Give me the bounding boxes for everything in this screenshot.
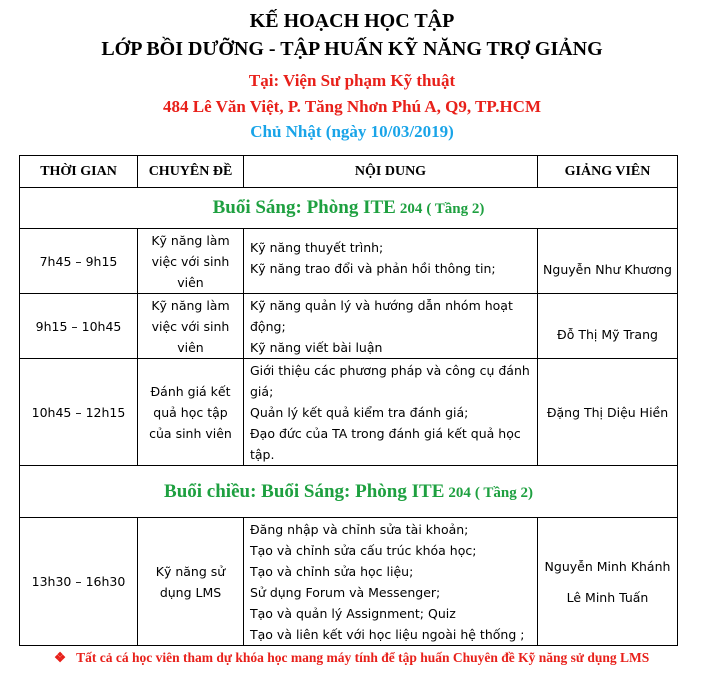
lecturer-cell: Đỗ Thị Mỹ Trang [538,294,678,359]
address-line: 484 Lê Văn Việt, P. Tăng Nhơn Phú A, Q9, TP.HCM [163,97,541,116]
document-title: KẾ HOẠCH HỌC TẬP [249,10,455,32]
time-cell: 13h30 – 16h30 [20,518,138,646]
session-title-afternoon: Buổi chiều: Buổi Sáng: Phòng ITE 204 ( Tầng 2) [20,466,678,518]
session-row-afternoon [20,466,678,518]
schedule-table [19,155,678,646]
topic-cell: Kỹ năng làm việc với sinh viên [138,294,244,359]
column-header-lecturer: GIẢNG VIÊN [538,156,678,188]
content-cell: Đăng nhập và chỉnh sửa tài khoản; Tạo và chỉnh sửa cấu trúc khóa học; Tạo và chỉnh sửa học liệu; Sử dụng Forum và Messenger; Tạo và quản lý Assignment; Quiz Tạo và liên kết với học liệu ngoài hệ thống ; [244,518,538,646]
footer-note-text: Tất cả cá học viên tham dự khóa học mang máy tính để tập huấn Chuyên đề Kỹ năng sử dụng LMS [76,650,650,665]
column-header-content: NỘI DUNG [244,156,538,188]
time-cell: 9h15 – 10h45 [20,294,138,359]
table-row [20,294,678,359]
lecturer-cell: Nguyễn Minh Khánh Lê Minh Tuấn [538,518,678,646]
diamond-bullet-icon: ❖ [54,650,67,665]
table-row [20,229,678,294]
footer-note [54,650,649,666]
topic-cell: Kỹ năng sử dụng LMS [138,518,244,646]
lecturer-cell: Nguyễn Như Khương [538,229,678,294]
time-cell: 10h45 – 12h15 [20,359,138,466]
content-cell: Kỹ năng quản lý và hướng dẫn nhóm hoạt động; Kỹ năng viết bài luận [244,294,538,359]
topic-cell: Đánh giá kết quả học tập của sinh viên [138,359,244,466]
document-subtitle: LỚP BỒI DƯỠNG - TẬP HUẤN KỸ NĂNG TRỢ GIẢNG [101,38,603,60]
table-row [20,359,678,466]
session-row-morning [20,188,678,229]
column-header-time: THỜI GIAN [20,156,138,188]
time-cell: 7h45 – 9h15 [20,229,138,294]
table-row [20,518,678,646]
location-line: Tại: Viện Sư phạm Kỹ thuật [248,71,456,90]
content-cell: Giới thiệu các phương pháp và công cụ đánh giá; Quản lý kết quả kiểm tra đánh giá; Đạo đức của TA trong đánh giá kết quả học tập. [244,359,538,466]
table-header-row [20,156,678,188]
session-title-morning: Buổi Sáng: Phòng ITE 204 ( Tầng 2) [20,188,678,229]
lecturer-cell: Đặng Thị Diệu Hiền [538,359,678,466]
content-cell: Kỹ năng thuyết trình; Kỹ năng trao đổi và phản hồi thông tin; [244,229,538,294]
column-header-topic: CHUYÊN ĐỀ [138,156,244,188]
date-line: Chủ Nhật (ngày 10/03/2019) [250,122,454,141]
topic-cell: Kỹ năng làm việc với sinh viên [138,229,244,294]
